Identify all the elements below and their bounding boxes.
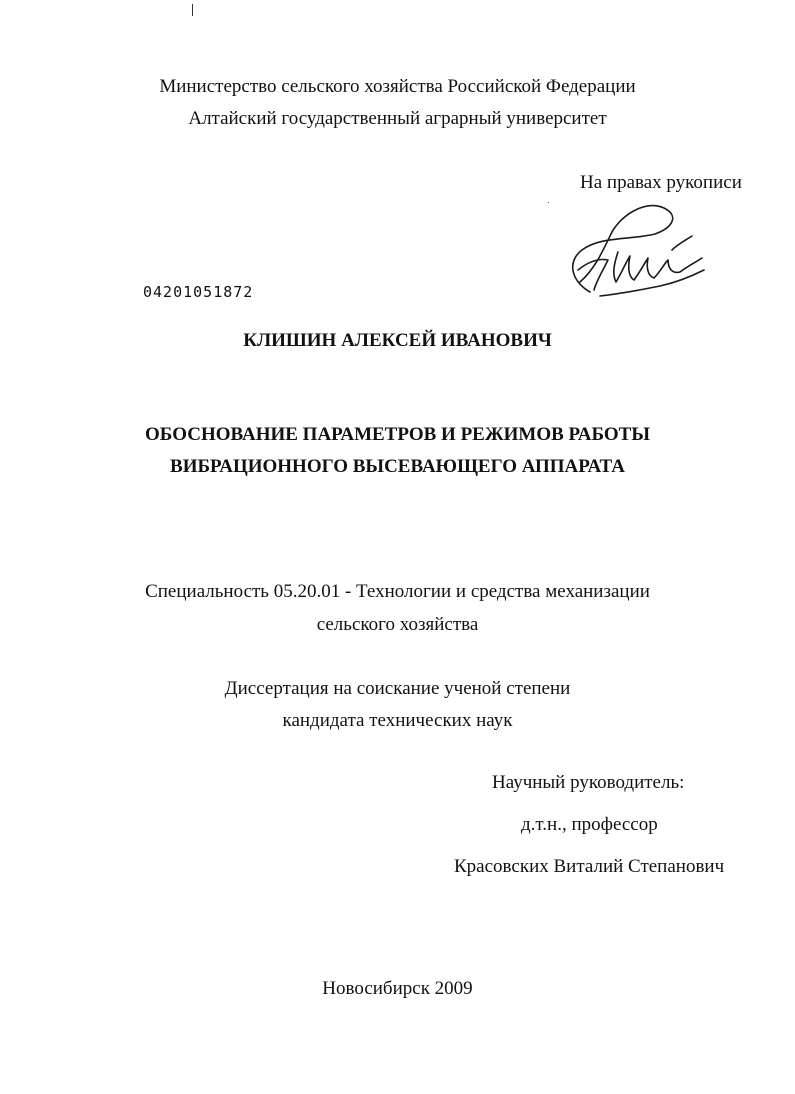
ministry-heading: Министерство сельского хозяйства Российской Федерации [159,76,636,97]
university-heading: Алтайский государственный аграрный университет [188,108,607,129]
supervisor-label: Научный руководитель: [492,772,685,793]
thesis-title-line-2: ВИБРАЦИОННОГО ВЫСЕВАЮЩЕГО АППАРАТА [170,456,625,477]
specialty-line-1: Специальность 05.20.01 - Технологии и средства механизации [145,581,650,602]
scan-mark [192,4,193,16]
degree-line-1: Диссертация на соискание ученой степени [224,678,571,699]
registration-number: 04201051872 [143,283,254,301]
author-name: КЛИШИН АЛЕКСЕЙ ИВАНОВИЧ [243,330,552,351]
supervisor-name: Красовских Виталий Степанович [454,856,725,877]
specialty-line-2: сельского хозяйства [316,614,479,635]
scan-dot [548,202,549,203]
degree-line-2: кандидата технических наук [282,710,513,731]
signature [560,200,710,305]
city-year: Новосибирск 2009 [322,978,473,999]
thesis-title-line-1: ОБОСНОВАНИЕ ПАРАМЕТРОВ И РЕЖИМОВ РАБОТЫ [145,424,650,445]
supervisor-title: д.т.н., профессор [521,814,658,835]
manuscript-note: На правах рукописи [580,172,742,193]
